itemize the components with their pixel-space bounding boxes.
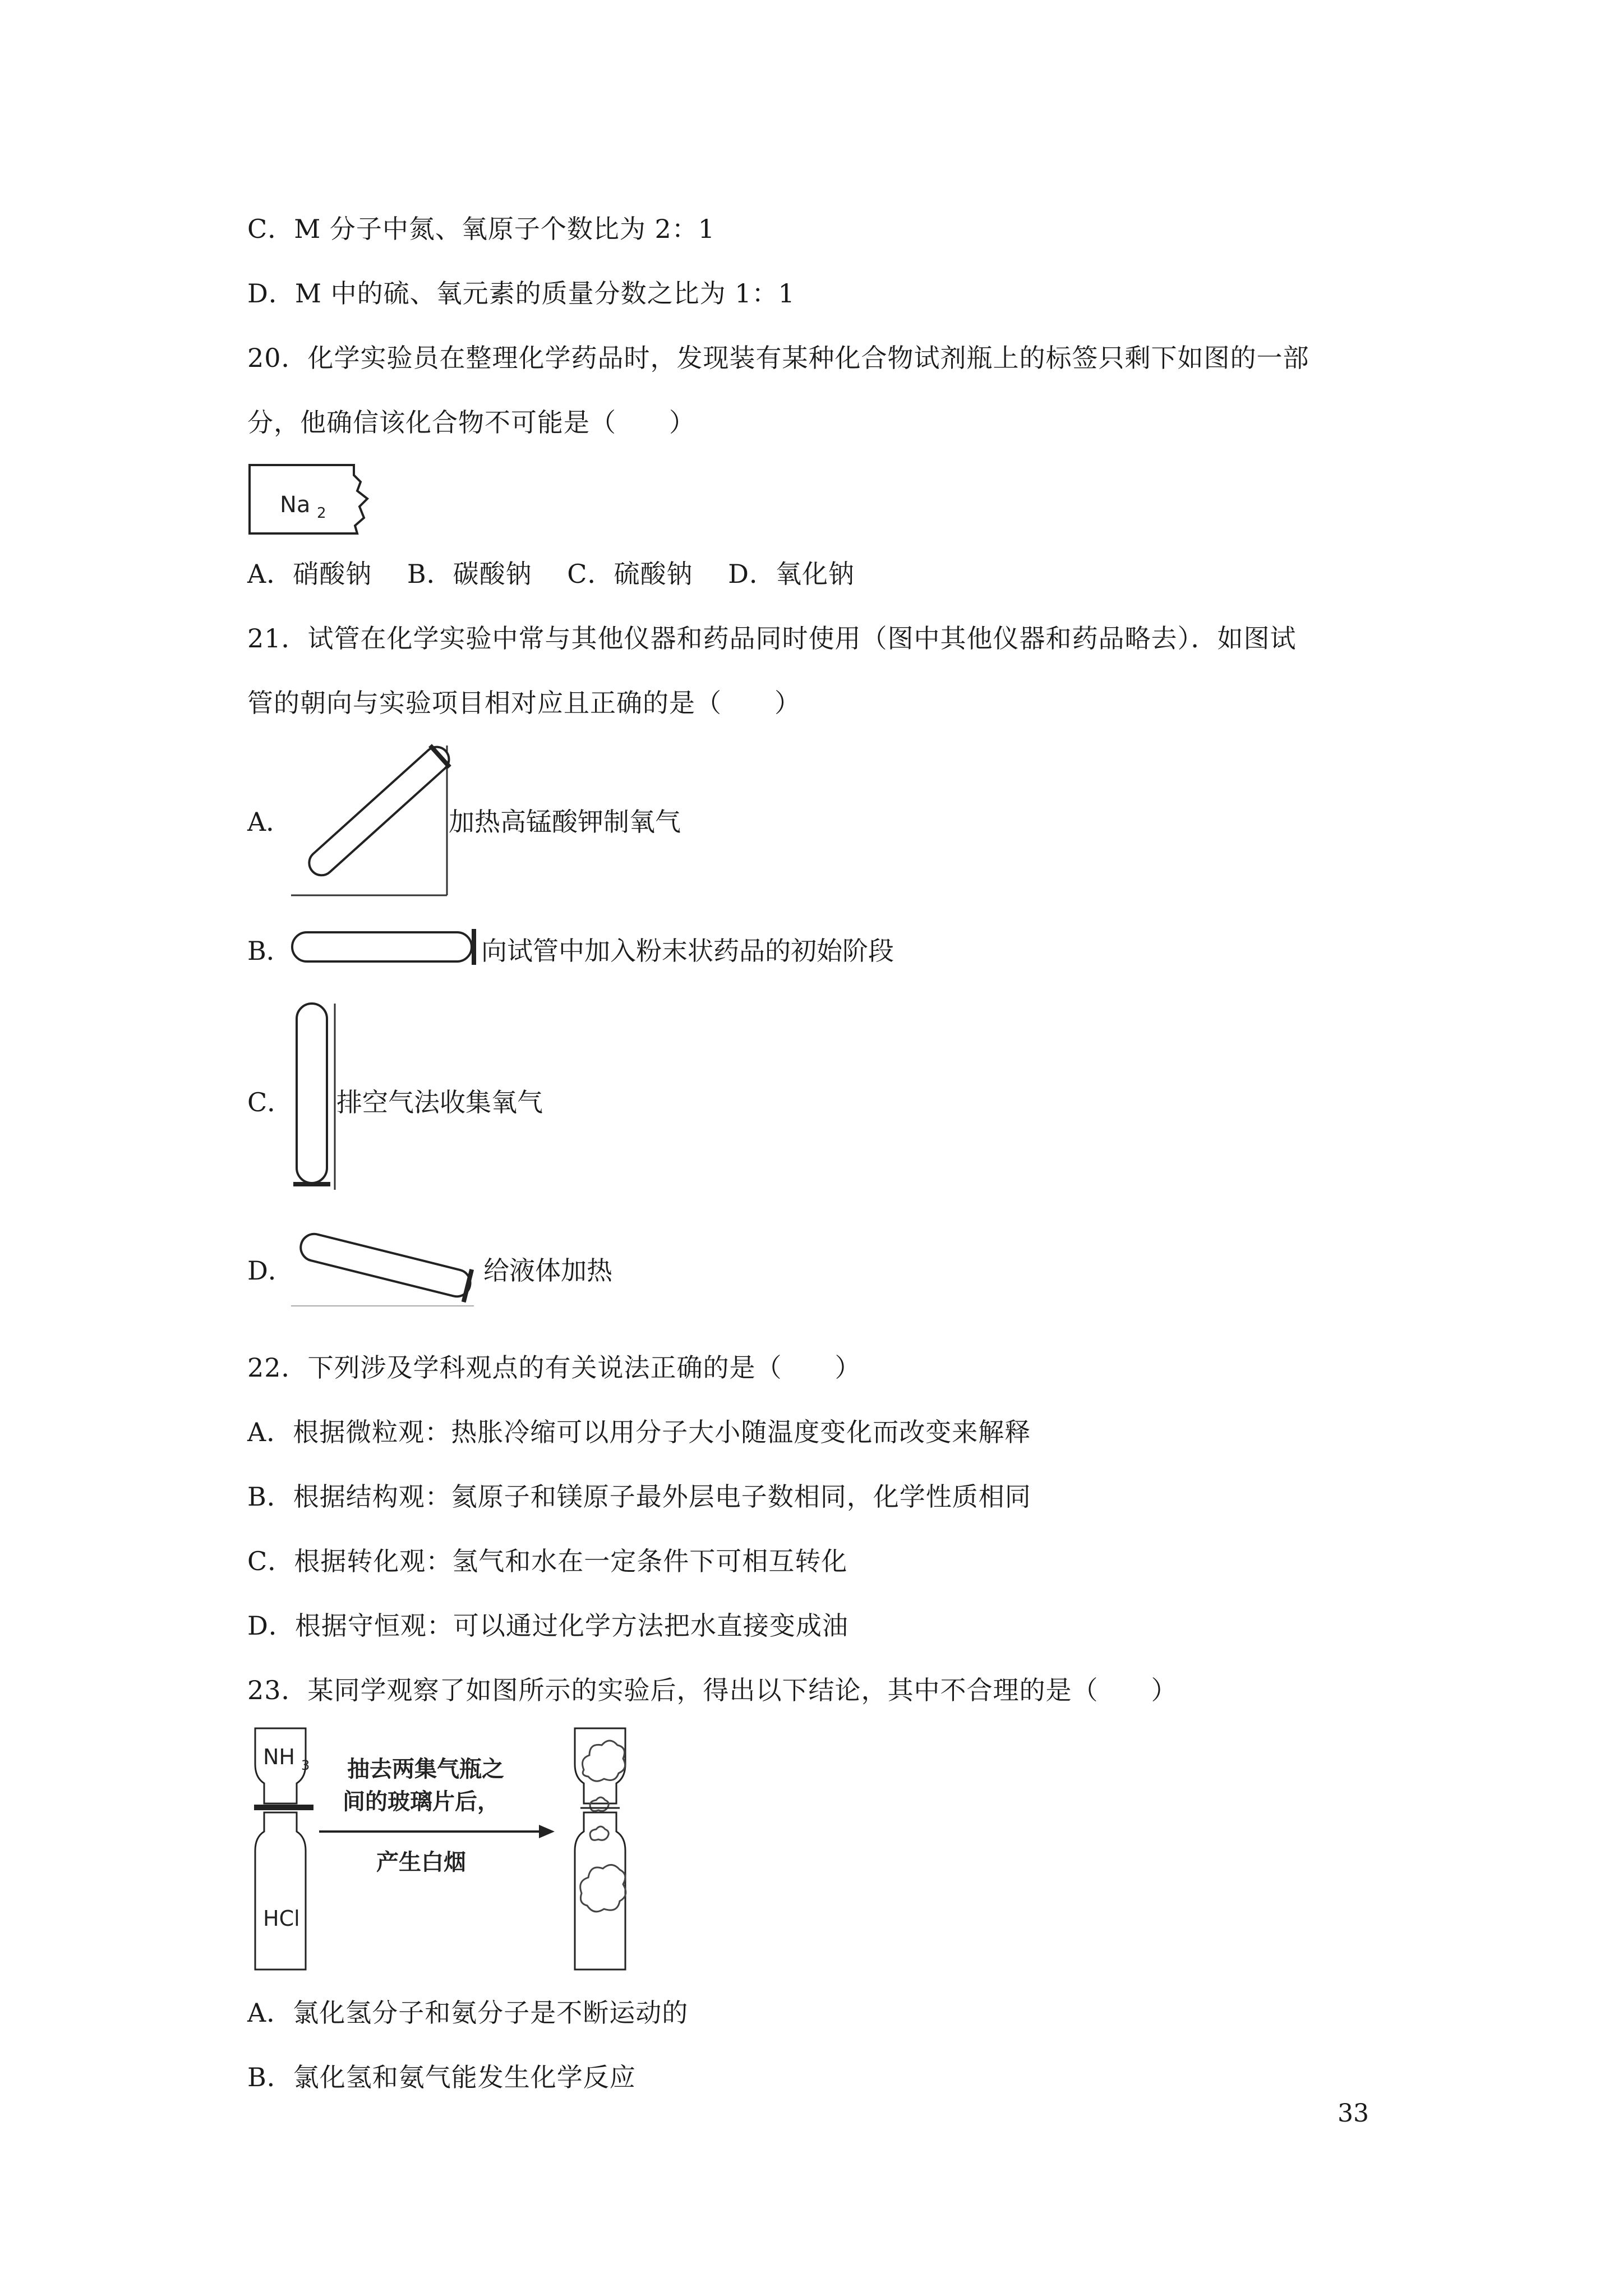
q21-option-a-letter: A．	[247, 807, 292, 837]
q23-top-jar-gas-subscript: 3	[301, 1757, 310, 1773]
q21-option-d-letter: D．	[247, 1255, 294, 1286]
q21-option-c-inverted-test-tube	[289, 1001, 339, 1192]
page-number: 33	[1338, 2099, 1369, 2128]
q21-stem-line1: 21．试管在化学实验中常与其他仪器和药品同时使用（图中其他仪器和药品略去）．如图试	[247, 623, 1297, 654]
q22-option-c: C．根据转化观：氢气和水在一定条件下可相互转化	[247, 1546, 848, 1576]
q22-option-b: B．根据结构观：氦原子和镁原子最外层电子数相同，化学性质相同	[247, 1481, 1031, 1512]
q20-torn-label-figure	[247, 463, 371, 536]
q22-option-d: D．根据守恒观：可以通过化学方法把水直接变成油	[247, 1611, 849, 1641]
q21-option-a-text: 加热高锰酸钾制氧气	[449, 807, 681, 837]
q22-option-a: A．根据微粒观：热胀冷缩可以用分子大小随温度变化而改变来解释	[247, 1417, 1031, 1447]
q21-option-b-text: 向试管中加入粉末状药品的初始阶段	[481, 936, 894, 966]
q23-caption-line1: 抽去两集气瓶之	[347, 1756, 504, 1782]
q21-option-c-text: 排空气法收集氧气	[336, 1087, 543, 1117]
q23-caption-line3: 产生白烟	[376, 1849, 466, 1875]
q21-option-d-text: 给液体加热	[483, 1255, 612, 1286]
q23-caption-line2: 间的玻璃片后，	[343, 1789, 500, 1815]
q20-label-text: Na	[280, 492, 311, 518]
q21-option-d-slightly-tilted-test-tube	[289, 1217, 485, 1310]
q21-option-c-letter: C．	[247, 1087, 293, 1117]
q20-options: A．硝酸钠 B．碳酸钠 C．硫酸钠 D．氧化钠	[247, 559, 855, 589]
q21-option-b-horizontal-test-tube	[289, 924, 482, 969]
q23-option-b: B．氯化氢和氨气能发生化学反应	[247, 2062, 636, 2092]
q19-option-d: D．M 中的硫、氧元素的质量分数之比为 1：1	[247, 278, 795, 309]
q23-glass-plate	[254, 1805, 313, 1810]
q23-top-jar-gas: NH	[263, 1745, 295, 1769]
q22-stem: 22．下列涉及学科观点的有关说法正确的是（ ）	[247, 1352, 861, 1383]
q20-label-subscript: 2	[317, 505, 326, 522]
q19-option-c: C．M 分子中氮、氧原子个数比为 2：1	[247, 214, 716, 244]
q23-gas-jar-experiment-figure	[247, 1725, 634, 1975]
q23-option-a: A．氯化氢分子和氨分子是不断运动的	[247, 1998, 689, 2028]
q21-stem-line2: 管的朝向与实验项目相对应且正确的是（ ）	[247, 688, 801, 718]
q20-stem-line2: 分，他确信该化合物不可能是（ ）	[247, 407, 695, 438]
q21-option-b-letter: B．	[247, 936, 292, 966]
q23-stem: 23．某同学观察了如图所示的实验后，得出以下结论，其中不合理的是（ ）	[247, 1675, 1178, 1705]
q21-option-a-tilted-test-tube	[289, 743, 451, 898]
q23-bottom-jar-gas: HCl	[263, 1906, 300, 1931]
q20-stem-line1: 20．化学实验员在整理化学药品时，发现装有某种化合物试剂瓶上的标签只剩下如图的一部	[247, 343, 1310, 373]
